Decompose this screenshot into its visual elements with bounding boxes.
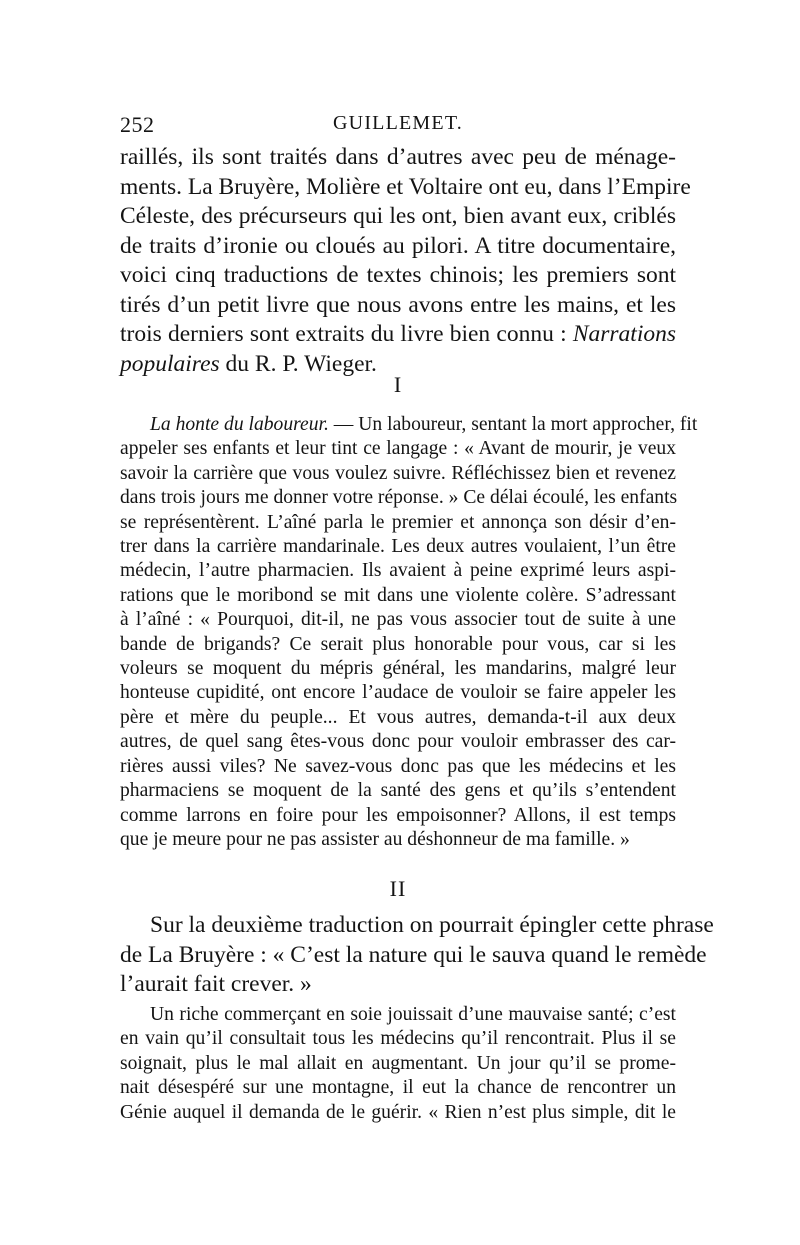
running-head: GUILLEMET.: [333, 112, 463, 134]
text-line: à l’aîné : « Pourquoi, dit-il, ne pas vous associer tout de suite à une: [120, 609, 676, 631]
text-line: bande de brigands? Ce serait plus honorable pour vous, car si les: [120, 633, 676, 655]
section-1-text: [120, 413, 698, 852]
text-line: savoir la carrière que vous voulez suivre. Réfléchissez bien et revenez: [120, 462, 676, 484]
text-line: tirés d’un petit livre que nous avons entre les mains, et les: [120, 291, 676, 318]
page-header: [120, 112, 676, 142]
text-line: voici cinq traductions de textes chinois; les premiers sont: [120, 262, 676, 288]
text-line: comme larrons en foire pour les empoisonner? Allons, il est temps: [120, 804, 676, 826]
text-line: l’aurait fait crever. »: [120, 971, 312, 997]
intro-paragraph: [120, 143, 691, 379]
text-line: en vain qu’il consultait tous les médecins qu’il rencontrait. Plus il se: [120, 1028, 676, 1050]
text-line: appeler ses enfants et leur tint ce langage : « Avant de mourir, je veux: [120, 438, 676, 460]
text-line: Céleste, des précurseurs qui les ont, bien avant eux, criblés: [120, 203, 676, 229]
section-2-text: [120, 1003, 676, 1125]
text-line: honteuse cupidité, ont encore l’audace de vouloir se faire appeler les: [120, 682, 676, 704]
section-2-intro: [120, 911, 714, 1000]
text-segment: — Un laboureur, sentant la mort approcher, fit: [328, 414, 698, 435]
text-line: que je meure pour ne pas assister au déshonneur de ma famille. »: [120, 828, 630, 850]
text-line: raillés, ils sont traités dans d’autres avec peu de ménage-: [120, 144, 676, 170]
text-line: trer dans la carrière mandarinale. Les deux autres voulaient, l’un être: [120, 536, 676, 558]
text-line: nait désespéré sur une montagne, il eut la chance de rencontrer un: [120, 1077, 676, 1099]
text-line: Sur la deuxième traduction on pourrait épingler cette phrase: [150, 912, 714, 938]
text-line: père et mère du peuple... Et vous autres, demanda-t-il aux deux: [120, 706, 676, 728]
section-title: La honte du laboureur.: [150, 414, 329, 435]
text-line: voleurs se moquent du mépris général, les mandarins, malgré leur: [120, 658, 676, 680]
text-line: Un riche commerçant en soie jouissait d’une mauvaise santé; c’est: [150, 1004, 676, 1025]
section-numeral-1: I: [393, 372, 403, 397]
page-number: 252: [120, 112, 155, 137]
text-line: de traits d’ironie ou cloués au pilori. A titre documentaire,: [120, 232, 676, 259]
text-line: ments. La Bruyère, Molière et Voltaire ont eu, dans l’Empire: [120, 173, 691, 200]
text-line: se représentèrent. L’aîné parla le premier et annonça son désir d’en-: [120, 511, 676, 533]
text-segment: du R. P. Wieger.: [219, 350, 377, 377]
text-line: rations que le moribond se mit dans une violente colère. S’adressant: [120, 584, 676, 606]
text-line: rières aussi viles? Ne savez-vous donc pas que les médecins et les: [120, 755, 676, 777]
text-segment: trois derniers sont extraits du livre bien connu :: [120, 321, 573, 347]
text-line: dans trois jours me donner votre réponse. » Ce délai écoulé, les enfants: [120, 487, 678, 509]
text-line: de La Bruyère : « C’est la nature qui le sauva quand le remède: [120, 941, 707, 968]
text-line: médecin, l’autre pharmacien. Ils avaient à peine exprimé leurs aspi-: [120, 560, 676, 582]
text-line: [120, 413, 698, 437]
book-title-italic: populaires: [120, 350, 220, 377]
text-line: pharmaciens se moquent de la santé des gens et qu’ils s’entendent: [120, 780, 676, 802]
text-line: Génie auquel il demanda de le guérir. « Rien n’est plus simple, dit le: [120, 1101, 676, 1123]
text-line: [120, 320, 676, 350]
section-numeral-2: II: [389, 876, 407, 901]
text-line: soignait, plus le mal allait en augmentant. Un jour qu’il se prome-: [120, 1052, 676, 1074]
text-line: autres, de quel sang êtes-vous donc pour vouloir embrasser des car-: [120, 731, 676, 753]
book-title-italic: Narrations: [572, 321, 676, 347]
